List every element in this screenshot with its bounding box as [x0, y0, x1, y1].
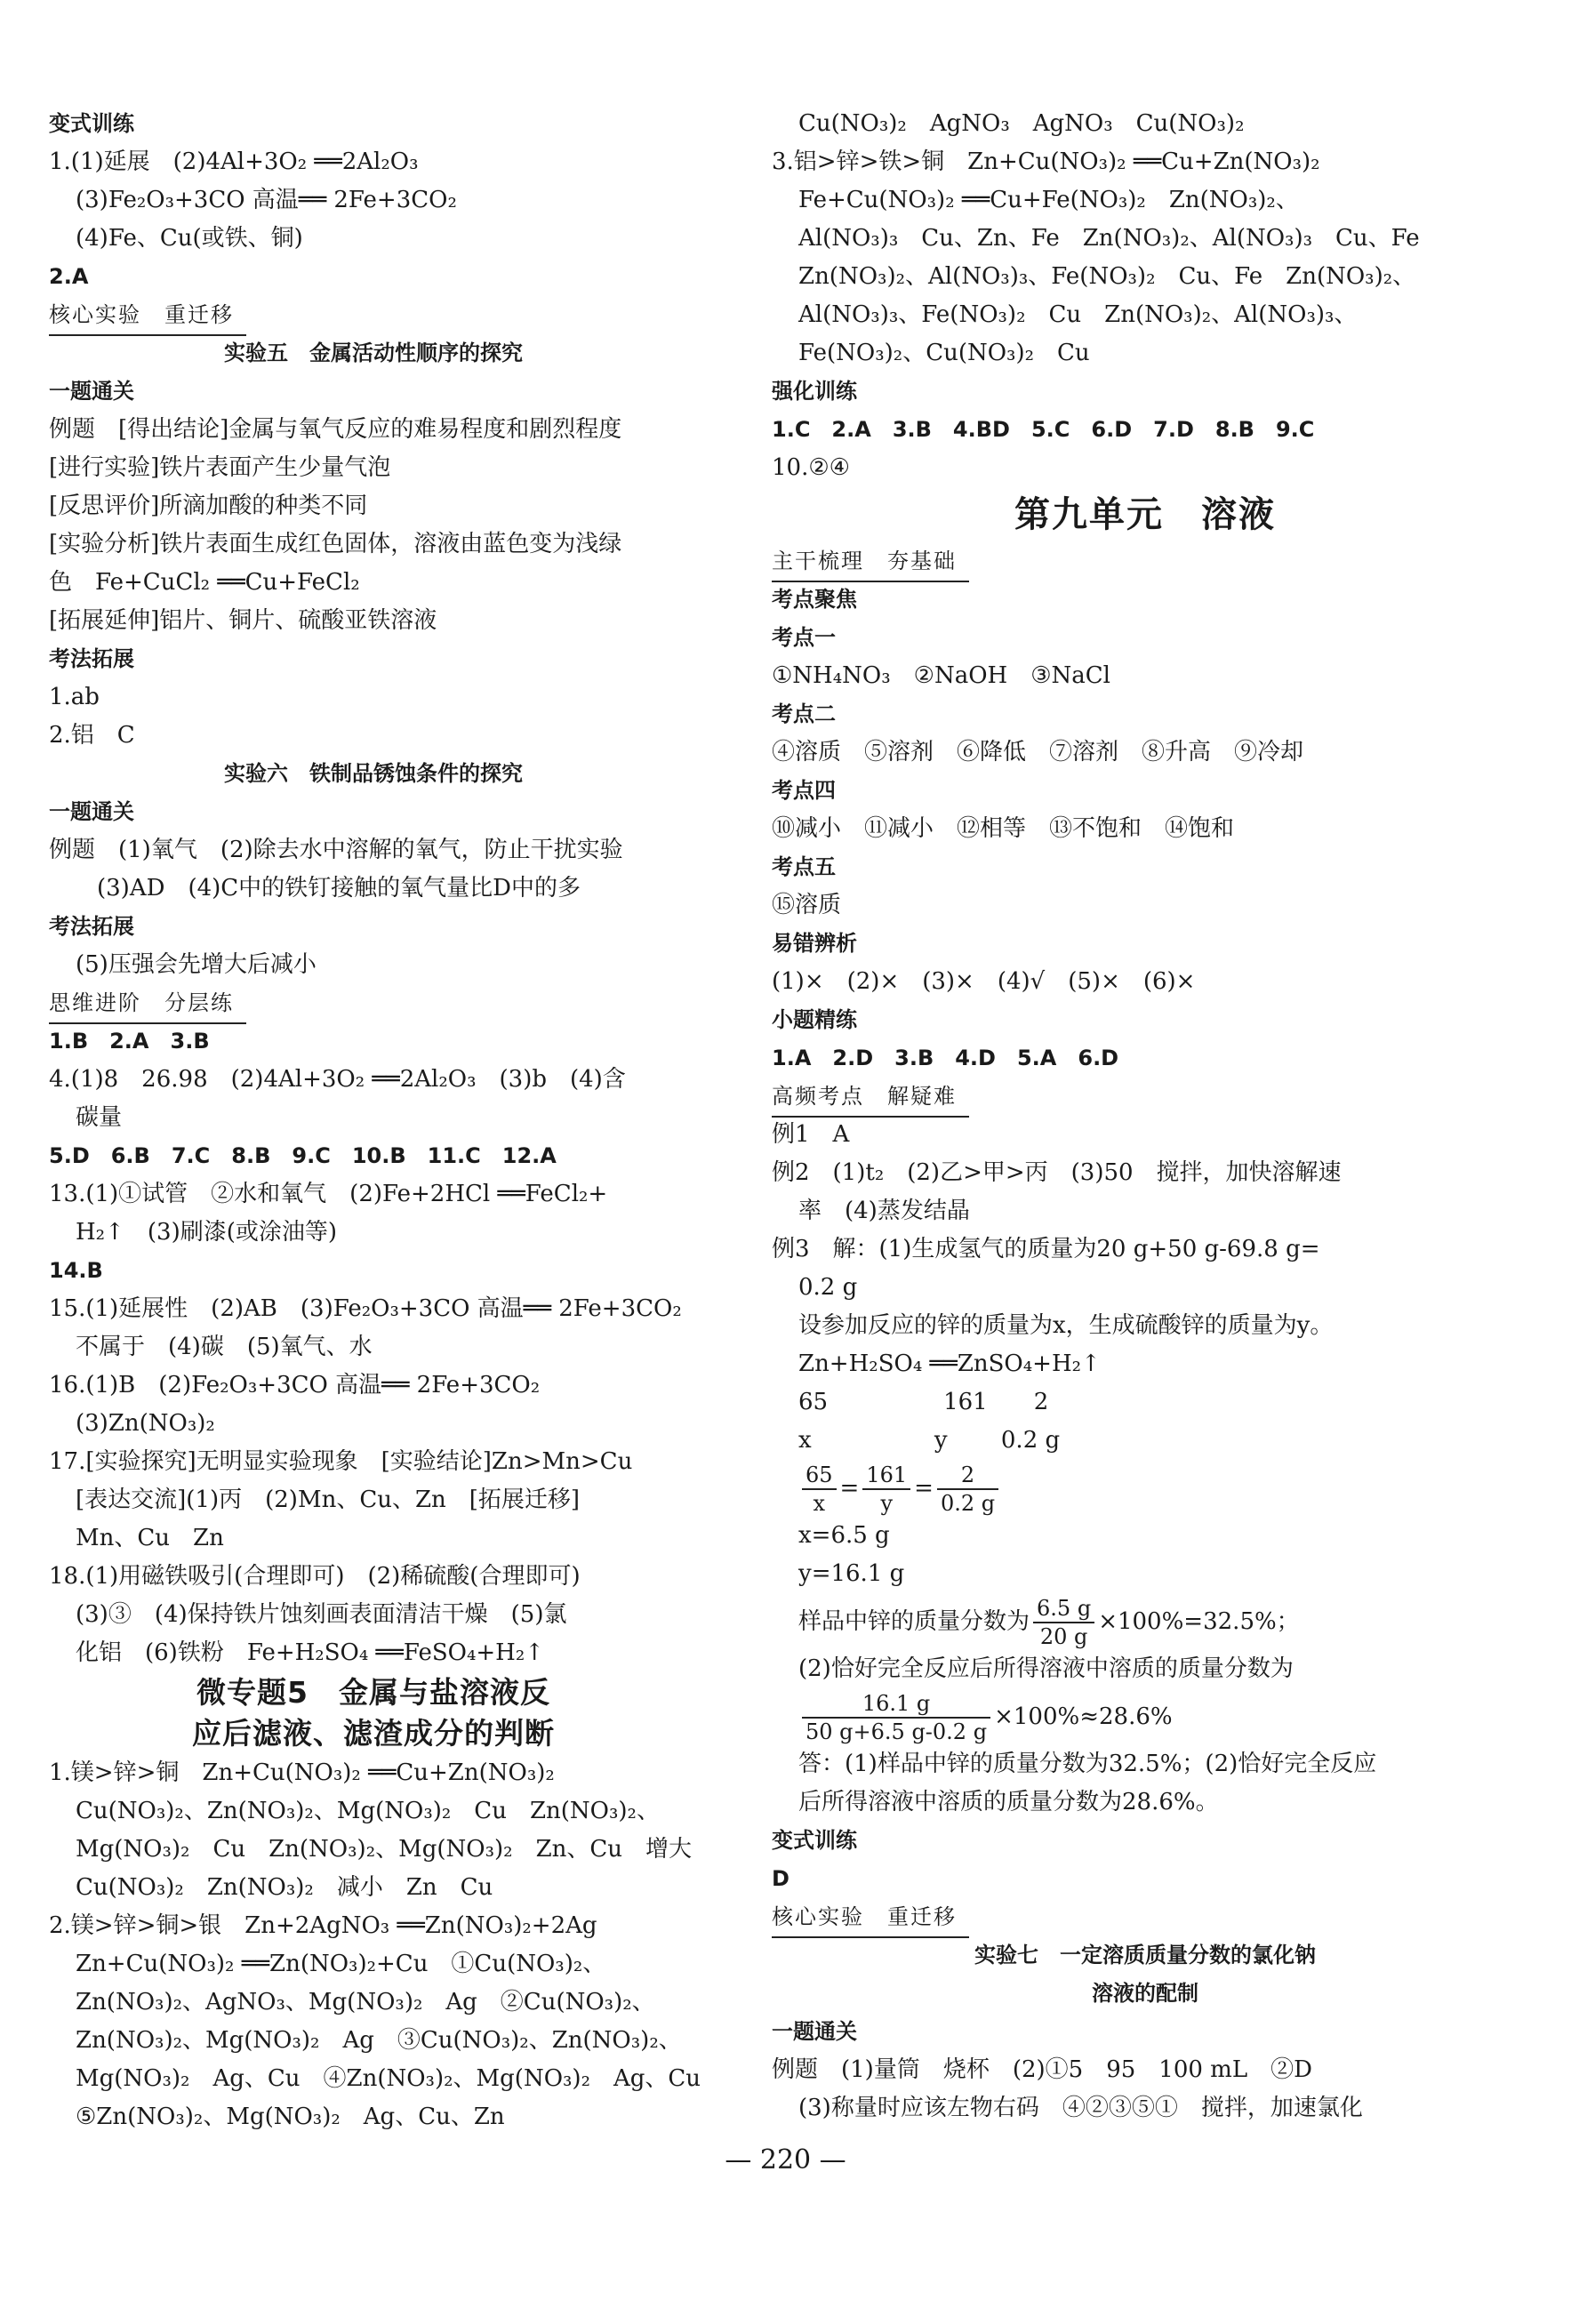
equation-suffix: ×100%≈28.6%: [994, 1703, 1173, 1730]
answer-line: Zn(NO₃)₂、Mg(NO₃)₂ Ag ③Cu(NO₃)₂、Zn(NO₃)₂、: [76, 2027, 682, 2054]
answer-line: y=16.1 g: [798, 1560, 905, 1587]
answer-line: Cu(NO₃)₂ Zn(NO₃)₂ 减小 Zn Cu: [76, 1874, 493, 1901]
answer-line: Zn+H₂SO₄ ══ZnSO₄+H₂↑: [798, 1350, 1101, 1377]
bold-heading-line: D: [772, 1866, 790, 1891]
fraction-denominator: 20 g: [1039, 1624, 1088, 1649]
section-heading: [772, 542, 1519, 581]
answer-line: 例1 A: [772, 1121, 850, 1148]
experiment-title: 实验七 一定溶质质量分数的氯化钠: [974, 1943, 1316, 1967]
micro-topic-title: 微专题5 金属与盐溶液反: [196, 1675, 550, 1710]
bold-heading-line: 5.D 6.B 7.C 8.B 9.C 10.B 11.C 12.A: [49, 1143, 557, 1168]
section-heading: [49, 296, 698, 334]
fraction: [802, 1462, 837, 1517]
bold-heading-line: 易错辨析: [772, 931, 857, 956]
fraction: [1033, 1595, 1094, 1650]
answer-line: Zn(NO₃)₂、Al(NO₃)₃、Fe(NO₃)₂ Cu、Fe Zn(NO₃)₂、: [798, 263, 1416, 290]
answer-line: 例题 [得出结论]金属与氧气反应的难易程度和剧烈程度: [49, 416, 622, 443]
answer-line: 例3 解：(1)生成氢气的质量为20 g+50 g-69.8 g=: [772, 1236, 1320, 1262]
bold-heading-line: 2.A: [49, 264, 89, 289]
answer-line: (3)AD (4)C中的铁钉接触的氧气量比D中的多: [97, 875, 581, 902]
answer-line: ④溶质 ⑤溶剂 ⑥降低 ⑦溶剂 ⑧升高 ⑨冷却: [772, 739, 1304, 765]
bold-heading-line: 考点四: [772, 778, 836, 803]
answer-line: 10.②④: [772, 454, 850, 481]
answer-line: 3.铝>锌>铁>铜 Zn+Cu(NO₃)₂ ══Cu+Zn(NO₃)₂: [772, 148, 1320, 175]
section-heading-text: 核心实验 重迁移: [49, 296, 246, 336]
answer-line: ⑮溶质: [772, 892, 842, 918]
answer-line: Cu(NO₃)₂、Zn(NO₃)₂、Mg(NO₃)₂ Cu Zn(NO₃)₂、: [76, 1798, 660, 1824]
answer-line: (5)压强会先增大后减小: [76, 951, 317, 978]
bold-heading-line: 变式训练: [49, 111, 134, 136]
bold-heading-line: 考法拓展: [49, 646, 134, 671]
answer-line: (2)恰好完全反应后所得溶液中溶质的质量分数为: [798, 1655, 1294, 1682]
answer-line: 不属于 (4)碳 (5)氧气、水: [76, 1334, 373, 1360]
answer-line: 化铝 (6)铁粉 Fe+H₂SO₄ ══FeSO₄+H₂↑: [76, 1639, 545, 1666]
answer-line: 15.(1)延展性 (2)AB (3)Fe₂O₃+3CO 高温══ 2Fe+3CO₂: [49, 1295, 682, 1322]
answer-line: H₂↑ (3)刷漆(或涂油等): [76, 1219, 337, 1246]
section-heading-text: 高频考点 解疑难: [772, 1078, 969, 1118]
fraction-numerator: 161: [862, 1462, 910, 1490]
answer-line: 4.(1)8 26.98 (2)4Al+3O₂ ══2Al₂O₃ (3)b (4)含: [49, 1066, 626, 1093]
bold-heading-line: 一题通关: [49, 379, 134, 404]
section-heading-text: 思维进阶 分层练: [49, 984, 246, 1024]
answer-line: Al(NO₃)₃ Cu、Zn、Fe Zn(NO₃)₂、Al(NO₃)₃ Cu、Fe: [798, 225, 1420, 252]
answer-line: ⑩减小 ⑪减小 ⑫相等 ⑬不饱和 ⑭饱和: [772, 815, 1235, 842]
experiment-title: 实验六 铁制品锈蚀条件的探究: [224, 761, 523, 786]
answer-line: 率 (4)蒸发结晶: [798, 1198, 970, 1224]
section-heading: [49, 984, 698, 1022]
answer-line: Zn(NO₃)₂、AgNO₃、Mg(NO₃)₂ Ag ②Cu(NO₃)₂、: [76, 1989, 655, 2015]
bold-heading-line: 1.C 2.A 3.B 4.BD 5.C 6.D 7.D 8.B 9.C: [772, 417, 1315, 442]
answer-line: (3)Zn(NO₃)₂: [76, 1410, 215, 1437]
bold-heading-line: 一题通关: [49, 799, 134, 824]
answer-line: Cu(NO₃)₂ AgNO₃ AgNO₃ Cu(NO₃)₂: [798, 110, 1245, 137]
bold-heading-line: 14.B: [49, 1258, 103, 1283]
answer-line: 1.镁>锌>铜 Zn+Cu(NO₃)₂ ══Cu+Zn(NO₃)₂: [49, 1759, 555, 1786]
answer-line: [进行实验]铁片表面产生少量气泡: [49, 454, 391, 481]
bold-heading-line: 1.A 2.D 3.B 4.D 5.A 6.D: [772, 1046, 1119, 1070]
answer-line: 0.2 g: [798, 1274, 858, 1301]
answer-line: 2.镁>锌>铜>银 Zn+2AgNO₃ ══Zn(NO₃)₂+2Ag: [49, 1912, 597, 1939]
answer-line: 16.(1)B (2)Fe₂O₃+3CO 高温══ 2Fe+3CO₂: [49, 1372, 541, 1398]
answer-line: 18.(1)用磁铁吸引(合理即可) (2)稀硫酸(合理即可): [49, 1563, 581, 1590]
fraction-numerator: 65: [802, 1462, 837, 1490]
fraction-denominator: 50 g+6.5 g-0.2 g: [806, 1719, 988, 1744]
answer-line: 1.ab: [49, 684, 100, 710]
bold-heading-line: 考点五: [772, 854, 836, 879]
fraction-numerator: 6.5 g: [1033, 1595, 1094, 1623]
answer-line: [表达交流](1)丙 (2)Mn、Cu、Zn [拓展迁移]: [76, 1487, 581, 1513]
answer-line: 例2 (1)t₂ (2)乙>甲>丙 (3)50 搅拌，加快溶解速: [772, 1159, 1342, 1186]
answer-line: 2.铝 C: [49, 722, 135, 749]
bold-heading-line: 小题精练: [772, 1007, 857, 1032]
answer-line: 13.(1)①试管 ②水和氧气 (2)Fe+2HCl ══FeCl₂+: [49, 1181, 608, 1207]
fraction: [937, 1462, 998, 1517]
answer-line: Mg(NO₃)₂ Ag、Cu ④Zn(NO₃)₂、Mg(NO₃)₂ Ag、Cu: [76, 2065, 701, 2092]
answer-line: (3)Fe₂O₃+3CO 高温══ 2Fe+3CO₂: [76, 187, 457, 213]
answer-line: x y 0.2 g: [798, 1427, 1061, 1454]
section-heading-text: 主干梳理 夯基础: [772, 542, 969, 582]
unit-title: 第九单元 溶液: [1014, 494, 1276, 535]
answer-line: [反思评价]所滴加酸的种类不同: [49, 493, 368, 519]
section-heading: [772, 1898, 1519, 1936]
experiment-title: 实验五 金属活动性顺序的探究: [224, 341, 523, 365]
answer-line: 后所得溶液中溶质的质量分数为28.6%。: [798, 1789, 1219, 1815]
answer-line: 碳量: [76, 1104, 123, 1131]
answer-line: Mn、Cu Zn: [76, 1525, 224, 1551]
answer-line: 例题 (1)量筒 烧杯 (2)①5 95 100 mL ②D: [772, 2056, 1312, 2083]
fraction-denominator: y: [880, 1491, 894, 1516]
fraction: [862, 1462, 910, 1517]
answer-line: 设参加反应的锌的质量为x，生成硫酸锌的质量为y。: [798, 1312, 1334, 1339]
answer-line: 例题 (1)氧气 (2)除去水中溶解的氧气，防止干扰实验: [49, 837, 623, 863]
bold-heading-line: 一题通关: [772, 2019, 857, 2044]
fraction-denominator: 0.2 g: [940, 1491, 996, 1516]
answer-line: Zn+Cu(NO₃)₂ ══Zn(NO₃)₂+Cu ①Cu(NO₃)₂、: [76, 1951, 606, 1977]
answer-line: [拓展延伸]铝片、铜片、硫酸亚铁溶液: [49, 607, 437, 634]
answer-line: 色 Fe+CuCl₂ ══Cu+FeCl₂: [49, 569, 360, 596]
answer-line: 65 161 2: [798, 1389, 1049, 1415]
fraction-numerator: 2: [937, 1462, 998, 1490]
answer-line: (4)Fe、Cu(或铁、铜): [76, 225, 303, 252]
equation-suffix: ×100%=32.5%；: [1098, 1608, 1300, 1635]
answer-line: Fe+Cu(NO₃)₂ ══Cu+Fe(NO₃)₂ Zn(NO₃)₂、: [798, 187, 1299, 213]
fraction: [802, 1690, 990, 1745]
answer-line: x=6.5 g: [798, 1522, 890, 1549]
fraction-equation: [772, 1688, 1519, 1745]
fraction-denominator: x: [813, 1491, 826, 1516]
left-column: [49, 105, 701, 2136]
bold-heading-line: 变式训练: [772, 1828, 857, 1853]
answer-line: ⑤Zn(NO₃)₂、Mg(NO₃)₂ Ag、Cu、Zn: [76, 2104, 505, 2130]
answer-line: ①NH₄NO₃ ②NaOH ③NaCl: [772, 662, 1110, 689]
answer-line: Fe(NO₃)₂、Cu(NO₃)₂ Cu: [798, 340, 1090, 366]
section-heading: [772, 1078, 1519, 1116]
equation-prefix: 样品中锌的质量分数为: [798, 1608, 1030, 1635]
answer-line: Al(NO₃)₃、Fe(NO₃)₂ Cu Zn(NO₃)₂、Al(NO₃)₃、: [798, 301, 1358, 328]
answer-line: Mg(NO₃)₂ Cu Zn(NO₃)₂、Mg(NO₃)₂ Zn、Cu 增大: [76, 1836, 693, 1863]
fraction-equation: [772, 1593, 1519, 1650]
proportion-equation: $\frac{65}{x}$ = $\frac{161}{y}$ = $\frac{2}{0.2 g}$: [772, 1460, 1519, 1517]
fraction-numerator: 16.1 g: [802, 1690, 990, 1719]
answer-line: [实验分析]铁片表面生成红色固体，溶液由蓝色变为浅绿: [49, 531, 622, 557]
micro-topic-title: 应后滤液、滤渣成分的判断: [192, 1716, 555, 1751]
bold-heading-line: 考点一: [772, 625, 836, 650]
bold-heading-line: 考点二: [772, 701, 836, 726]
page-number: — 220 —: [725, 2144, 846, 2176]
answer-line: 17.[实验探究]无明显实验现象 [实验结论]Zn>Mn>Cu: [49, 1448, 633, 1475]
answer-line: (3)③ (4)保持铁片蚀刻画表面清洁干燥 (5)氯: [76, 1601, 567, 1628]
bold-heading-line: 考点聚焦: [772, 587, 857, 612]
answer-line: 答：(1)样品中锌的质量分数为32.5%；(2)恰好完全反应: [798, 1751, 1377, 1777]
answer-line: (3)称量时应该左物右码 ④②③⑤① 搅拌，加速氯化: [798, 2095, 1363, 2121]
bold-heading-line: 强化训练: [772, 379, 857, 404]
right-column: [772, 105, 1519, 2128]
answer-line: (1)× (2)× (3)× (4)√ (5)× (6)×: [772, 968, 1196, 995]
bold-heading-line: 考法拓展: [49, 914, 134, 939]
bold-heading-line: 1.B 2.A 3.B: [49, 1029, 210, 1054]
section-heading-text: 核心实验 重迁移: [772, 1898, 969, 1938]
experiment-title: 溶液的配制: [1092, 1981, 1198, 2006]
answer-line: 1.(1)延展 (2)4Al+3O₂ ══2Al₂O₃: [49, 148, 419, 175]
